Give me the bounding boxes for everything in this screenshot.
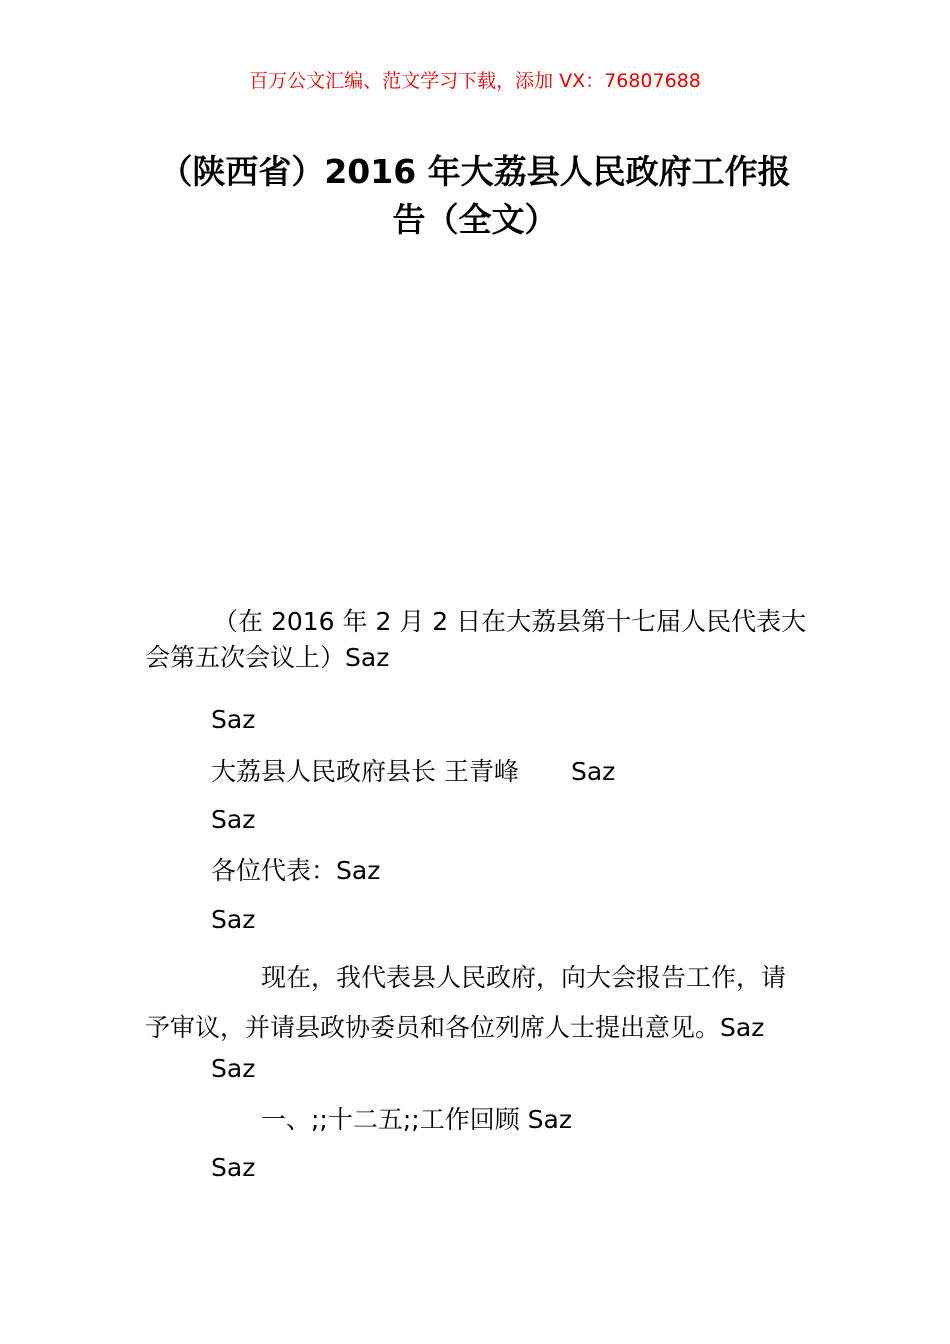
section-heading: 一、;;十二五;;工作回顾 Saz [261, 1105, 572, 1134]
opening-paragraph: 现在，我代表县人民政府，向大会报告工作，请予审议，并请县政协委员和各位列席人士提出意见。Saz [145, 963, 787, 1042]
document-title: （陕西省）2016 年大荔县人民政府工作报告（全文） [159, 152, 791, 239]
salutation: 各位代表：Saz [211, 856, 381, 885]
meeting-info: （在 2016 年 2 月 2 日在大荔县第十七届人民代表大会第五次会议上）Saz [145, 607, 807, 672]
saz-line-2: Saz [211, 805, 256, 834]
saz-line-5: Saz [211, 1153, 256, 1182]
speaker-line [145, 754, 810, 790]
saz-line-3: Saz [211, 905, 256, 934]
speaker-title: 大荔县人民政府县长 王青峰 [211, 757, 519, 786]
saz-line-4: Saz [211, 1054, 256, 1083]
speaker-saz: Saz [570, 757, 616, 786]
header-note: 百万公文汇编、范文学习下载，添加 VX：76807688 [249, 70, 701, 92]
saz-line-1: Saz [211, 705, 256, 734]
